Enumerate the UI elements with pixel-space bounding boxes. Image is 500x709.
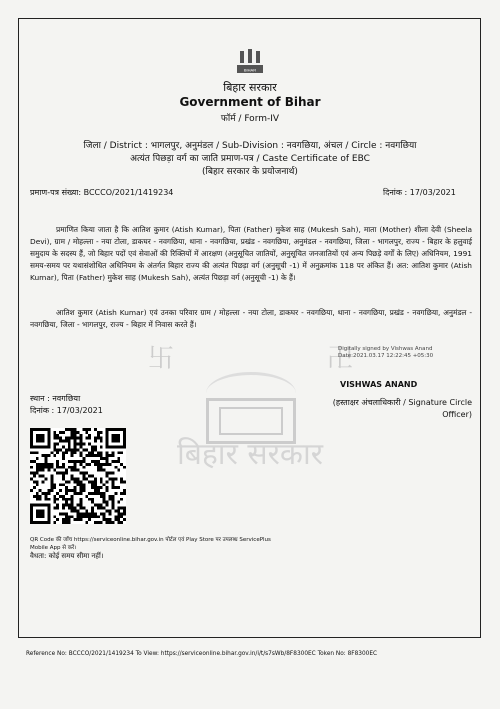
place-field: स्थान : नवगछिया (30, 394, 81, 403)
certificate-title: अत्यंत पिछड़ा वर्ग का जाति प्रमाण-पत्र / Caste Certificate of EBC (130, 154, 370, 164)
svg-text:BIHAR: BIHAR (243, 67, 257, 73)
govt-hindi-title: बिहार सरकार (223, 81, 277, 94)
purpose-line: (बिहार सरकार के प्रयोजनार्थ) (202, 167, 298, 177)
signer-name: VISHWAS ANAND (340, 380, 418, 389)
form-number: फॉर्म / Form-IV (220, 114, 280, 124)
qr-code-icon[interactable] (30, 428, 126, 524)
govt-english-title: Government of Bihar (179, 95, 321, 109)
bihar-emblem-icon (236, 47, 264, 75)
signer-designation: (हस्ताक्षर अंचलाधिकारी / Signature Circle Officer) (332, 398, 472, 419)
residence-paragraph: आतिश कुमार (Atish Kumar) एवं उनका परिवार ग्राम / मोहल्ला - नया टोला, डाकघर - नवगछिया, थाना - नवगछिया, प्रखंड - नवगछिया, अनुमंडल - नवगछिया, जिला - भागलपुर, राज्य - बिहार में निवास करते हैं। (30, 308, 472, 329)
validity-note: वैधता: कोई समय सीमा नहीं। (30, 552, 104, 560)
qr-verification-note: QR Code की जाँच https://serviceonline.bihar.gov.in पोर्टल एवं Play Store पर उपलब्ध ServicePlus Mobile App से करें। (30, 537, 271, 551)
certificate-number: प्रमाण-पत्र संख्या: BCCCO/2021/1419234 (30, 188, 174, 197)
digital-signature-stamp: Digitally signed by Vishwas Anand Date:2021.03.17 12:22:45 +05:30 (338, 346, 434, 359)
date-field: दिनांक : 17/03/2021 (30, 406, 103, 415)
issue-date: दिनांक : 17/03/2021 (383, 188, 456, 197)
left-swastika-watermark: 卐 (148, 344, 175, 374)
reference-footer: Reference No: BCCCO/2021/1419234 To View: https://serviceonline.bihar.gov.in/i/t/s7sWb/8F8300EC Token No: 8F8300EC (26, 651, 378, 657)
right-swastika-watermark: 卍 (327, 344, 354, 374)
certification-paragraph: प्रमाणित किया जाता है कि आतिश कुमार (Atish Kumar), पिता (Father) मुकेश साह (Mukesh Sah), माता (Mother) शीला देवी (Sheela Devi), ग्राम / मोहल्ला - नया टोला, डाकघर - नवगछिया, थाना - नवगछिया, प्रखंड - नवगछिया, अनुमंडल - नवगछिया, जिला - भागलपुर, राज्य - बिहार के हलुवाई समुदाय के सदस्य हैं, जो बिहार पदों एवं सेवाओं की रिक्तियों में आरक्षण (अनुसूचित जातियों, अनुसूचित जनजातियों एवं अन्य पिछड़े वर्गों के लिए) अधिनियम, 1991 समय-समय पर यथासंशोधित अधिनियम के अंतर्गत बिहार राज्य की अत्यंत पिछड़ा वर्ग (अनुसूची -1) में अनुक्रमांक 118 पर अंकित हैं। अत: आतिश कुमार (Atish Kumar), पिता (Father) मुकेश साह (Mukesh Sah), अत्यंत पिछड़ा वर्ग (अनुसूची -1) के हैं। (30, 225, 472, 282)
watermark-text: बिहार सरकार (176, 437, 324, 472)
district-line: जिला / District : भागलपुर, अनुमंडल / Sub-Division : नवगछिया, अंचल / Circle : नवगछिया (83, 141, 417, 151)
